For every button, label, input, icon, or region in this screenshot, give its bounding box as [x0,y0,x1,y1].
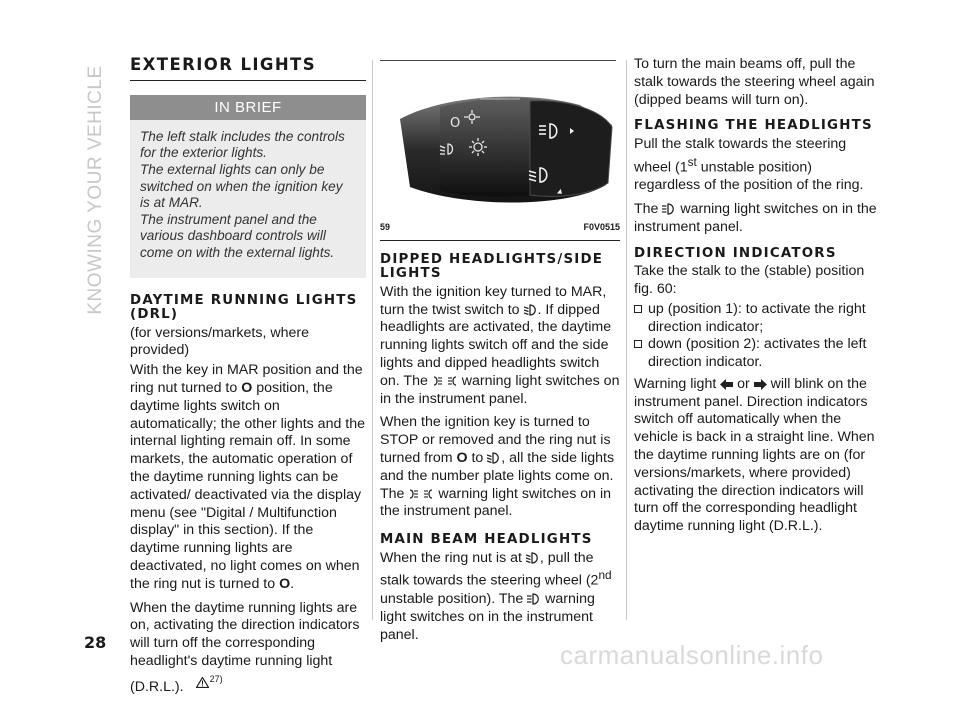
dir-bullet-1-text: up (position 1): to activate the right direction indicator; [648,300,866,335]
main-text-c: unstable position). The [380,590,528,607]
flash-text-a: Pull the stalk towards the steering wheel (1 [634,135,847,176]
ring-off-symbol-icon-2: O [279,575,291,592]
main-superscript: nd [598,568,612,583]
side-lights-icon-2 [408,488,434,500]
dir-paragraph-2 [634,376,880,536]
brief-text-2: The external lights can only be switched on when the ignition key is at MAR. [140,161,343,211]
dipped-headlights-heading: DIPPED HEADLIGHTS/SIDE LIGHTS [380,251,604,282]
right-arrow-icon [754,379,767,390]
drl-paragraph-2 [130,362,366,593]
in-brief-bar: IN BRIEF [130,95,366,120]
column-3 [634,56,880,542]
dipped-paragraph-1 [380,284,620,409]
dir-bullet-2-text: down (position 2): activates the left direction indicator. [648,336,867,371]
column-divider-1 [372,60,373,620]
flashing-headlights-heading: FLASHING THE HEADLIGHTS [634,118,873,134]
dipped-text-a: With the ignition key turned to MAR, turn the twist switch to [380,283,607,318]
dir-bullet-2 [634,336,880,372]
brief-text-1: The left stalk includes the controls for the exterior lights. [140,128,345,161]
flash-paragraph-2 [634,201,880,237]
flash-superscript: st [687,154,697,169]
dipped-text-2b: to [467,449,488,466]
dir-text-a: Warning light [634,375,721,392]
dipped-text-b: . If dipped headlights are activated, the daytime running lights switch off and the side lights and dipped headlights switch on. The [380,301,612,389]
figure-number: 59 [380,222,391,232]
dir-paragraph-1: Take the stalk to the (stable) position fig. 60: [634,263,865,297]
dipped-text-2c: , all the side lights and the number plate lights come on. The [380,449,615,502]
flash-paragraph-1 [634,136,880,195]
dipped-beam-icon-3 [526,552,540,564]
bullet-square-icon [634,305,642,313]
drl-text-3: When the daytime running lights are on, activating the direction indicators will turn off the corresponding headlight's daytime running light (D.R.L.). [130,599,360,695]
page-number: 28 [84,633,107,652]
flash-text-2b: warning light switches on in the instrument panel. [634,201,877,235]
dir-text-c: will blink on the instrument panel. Direction indicators switch off automatically when the vehicle is back in a straight line. When the daytime running lights are on (for versions/markets, where provided) activating the direction indicators will turn off the corresponding headlight daytime running light (D.R.L.). [634,375,875,535]
main-text-d: warning light switches on in the instrument panel. [380,590,595,643]
warning-reference [196,671,223,689]
section-side-tab [86,50,106,330]
exterior-lights-heading: EXTERIOR LIGHTS [130,56,366,81]
flash-text-2a: The [634,201,663,218]
site-watermark: carmanualsonline.info [560,640,824,670]
dipped-beam-icon [524,304,538,316]
stalk-figure [380,60,616,215]
drl-text-b: position, the daytime lights switch on automatically; the other lights and the internal lighting remain off. In some markets, the automatic operation of the daytime running lights can be activated/ deactivated via the display menu (see "Digital / Multifunction display" in this section). If the daytime running lights are deactivated, no light comes on when the ring nut is turned to [130,379,366,592]
main-text-a: When the ring nut is at [380,549,526,566]
drl-heading: DAYTIME RUNNING LIGHTS (DRL) [130,292,358,323]
side-lights-icon [432,375,458,387]
dipped-text-c: warning light switches on in the instrument panel. [380,372,620,407]
dipped-beam-icon-2 [487,452,501,464]
ring-off-symbol-icon-3: O [456,449,468,466]
bullet-square-icon-2 [634,340,642,348]
main-beam-icon [527,593,541,605]
section-side-tab-label: KNOWING YOUR VEHICLE [85,65,106,315]
dipped-text-2d: warning light switches on in the instrument panel. [380,485,612,520]
dipped-text-2a: When the ignition key is turned to STOP or removed and the ring nut is turned from [380,414,611,466]
dir-bullet-1 [634,301,880,337]
stalk-off-symbol: O [450,116,461,131]
column-2 [380,60,620,650]
main-beam-icon-2 [662,203,676,215]
main-beam-paragraph-1 [380,550,620,645]
column-divider-2 [626,60,627,620]
flash-text-b: unstable position) regardless of the position of the ring. [634,159,864,194]
main-text-b: , pull the stalk towards the steering wheel (2 [380,549,599,590]
light-stalk-illustration [380,67,616,213]
drl-paragraph-1: (for versions/markets, where provided) [130,324,309,359]
figure-code: F0V0515 [583,222,620,232]
drl-text-a: With the key in MAR position and the ring nut turned to [130,362,363,396]
ring-off-symbol-icon: O [241,379,253,396]
warning-ref-number: 27) [209,673,223,684]
drl-paragraph-3 [130,600,366,697]
in-brief-box [130,120,366,278]
left-arrow-icon [720,379,733,390]
dir-text-b: or [733,375,754,392]
brief-text-3: The instrument panel and the various dashboard controls will come on with the external lights. [140,211,335,260]
main-beam-heading: MAIN BEAM HEADLIGHTS [380,532,593,548]
dipped-paragraph-2 [380,414,620,521]
figure-caption [380,215,620,241]
main-beam-off-paragraph: To turn the main beams off, pull the stalk towards the steering wheel again (dipped beams will turn on). [634,56,875,108]
drl-text-c: . [290,575,295,592]
column-1 [130,56,366,702]
direction-indicators-heading: DIRECTION INDICATORS [634,245,837,261]
